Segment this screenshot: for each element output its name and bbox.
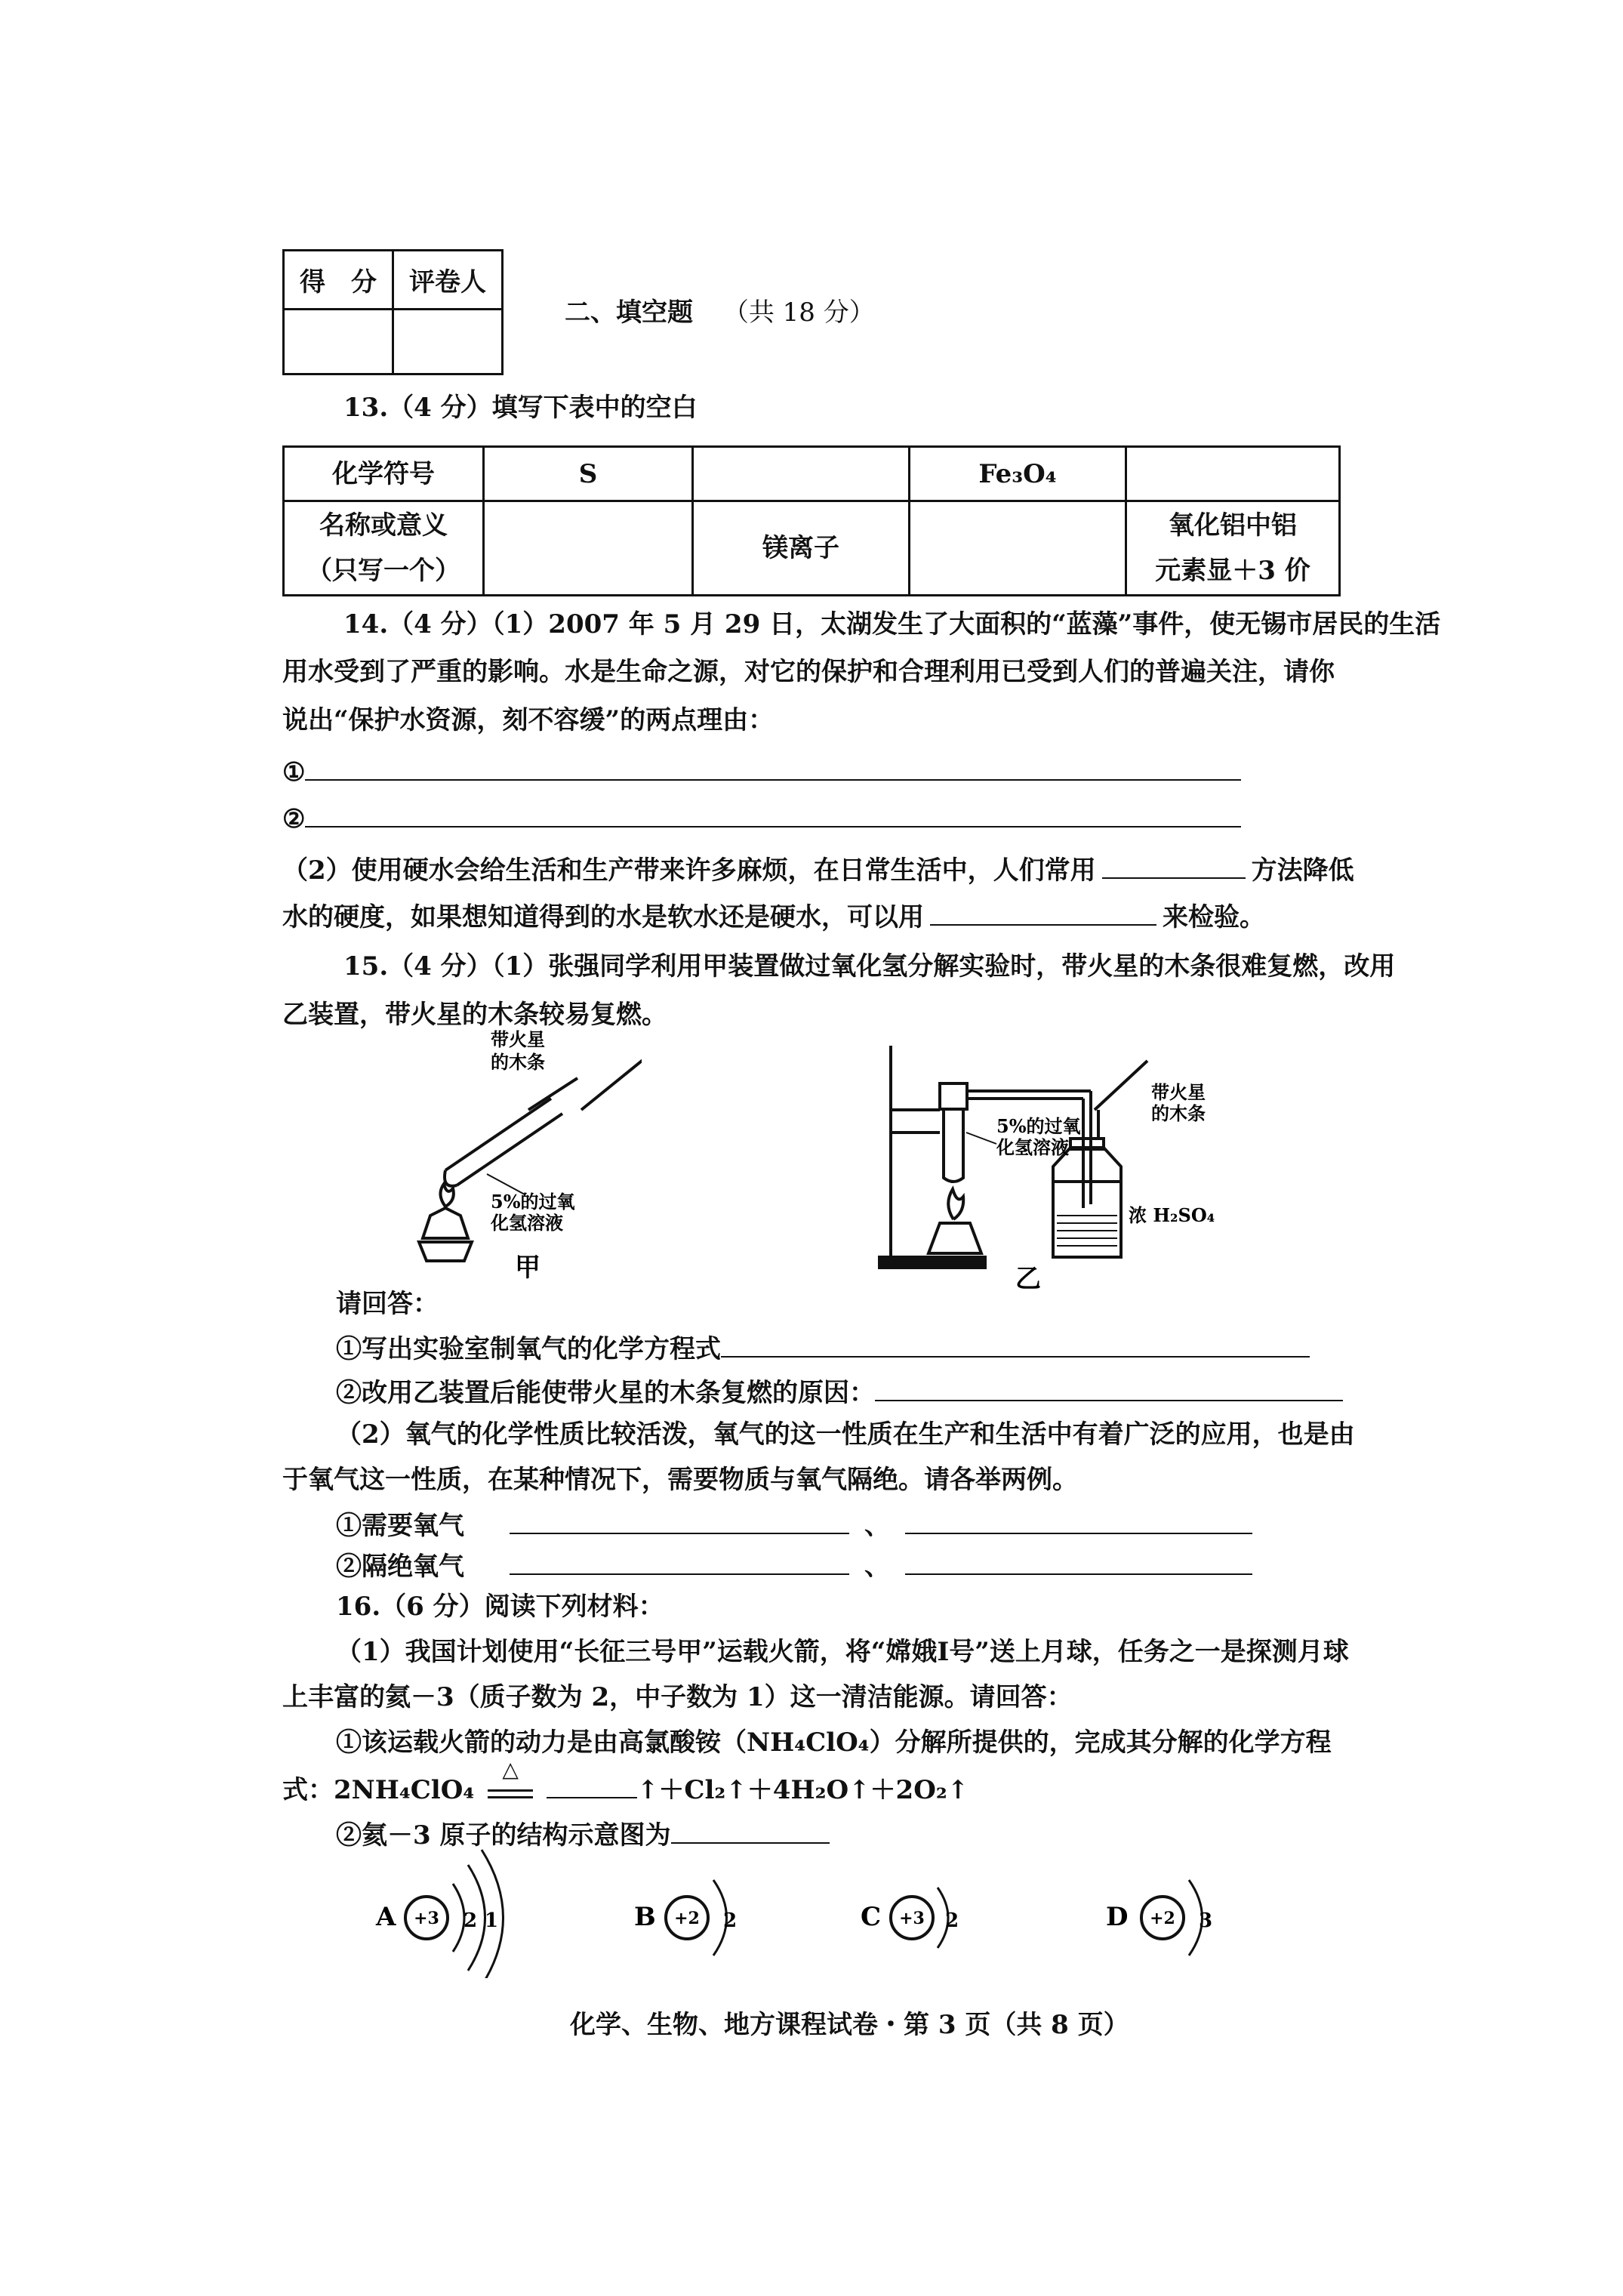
q13-meaning-4-a: 氧化铝中铝	[1169, 510, 1297, 541]
q15-need-sep: 、	[864, 1511, 890, 1541]
q14-blank-2	[282, 800, 1241, 836]
q14-part2-line1	[282, 852, 1354, 887]
jia-solution-label-b: 化氢溶液	[491, 1212, 563, 1234]
q16-line3: 上丰富的氦－3（质子数为 2，中子数为 1）这一清洁能源。请回答：	[282, 1682, 1073, 1712]
yi-label: 乙	[1015, 1264, 1041, 1294]
q13-meaning-4	[1126, 501, 1340, 596]
q15-isolate-blank-1[interactable]	[510, 1548, 849, 1575]
q13-symbol-3: Fe₃O₄	[910, 447, 1126, 501]
q14-line2: 用水受到了严重的影响。水是生命之源，对它的保护和合理利用已受到人们的普遍关注，请你	[282, 657, 1335, 687]
option-a-shell-1: 2	[463, 1909, 478, 1932]
q15-need-blank-1[interactable]	[510, 1507, 849, 1534]
q13-row1-head: 化学符号	[284, 447, 484, 501]
grader-cell[interactable]	[393, 310, 503, 374]
option-c-charge: +3	[899, 1909, 925, 1928]
q15-isolate-row	[336, 1548, 1252, 1583]
option-b-charge: +2	[674, 1909, 700, 1928]
grader-header: 评卷人	[393, 251, 503, 310]
q13-row2-head-b: （只写一个）	[306, 556, 460, 586]
jia-solution-label-a: 5%的过氧	[491, 1191, 575, 1213]
yi-splint-label-a: 带火星	[1151, 1081, 1206, 1103]
q14-part2-text-a: （2）使用硬水会给生活和生产带来许多麻烦，在日常生活中，人们常用	[282, 855, 1096, 886]
q15-ask: 请回答：	[336, 1289, 439, 1319]
section-title: 二、填空题	[565, 297, 693, 328]
q16-eq-right: ↑＋Cl₂↑＋4H₂O↑＋2O₂↑	[636, 1775, 969, 1805]
q16-diagram-blank[interactable]	[671, 1817, 830, 1844]
yi-splint-label-b: 的木条	[1151, 1102, 1206, 1124]
q13-table	[282, 445, 1341, 596]
q13-symbol-2[interactable]	[693, 447, 910, 501]
funnel-tap	[940, 1083, 967, 1109]
q15-part2-line1: （2）氧气的化学性质比较活泼，氧气的这一性质在生产和生活中有着广泛的应用，也是由	[336, 1419, 1355, 1450]
q15-line2: 乙装置，带火星的木条较易复燃。	[282, 1000, 667, 1030]
q14-method-blank[interactable]	[1102, 852, 1246, 879]
q13-meaning-4-b: 元素显＋3 价	[1155, 556, 1310, 586]
heat-symbol: △	[502, 1757, 519, 1782]
lamp-jia	[423, 1208, 468, 1238]
option-a-shell-2: 1	[485, 1909, 499, 1932]
q14-line3: 说出“保护水资源，刻不容缓”的两点理由：	[282, 705, 775, 735]
q15-reason-blank[interactable]	[875, 1374, 1343, 1401]
q16-line1: 16.（6 分）阅读下列材料：	[336, 1592, 664, 1622]
option-a-letter: A	[376, 1902, 396, 1932]
q13-symbol-4[interactable]	[1126, 447, 1340, 501]
flask-yi	[944, 1110, 963, 1182]
option-b-letter: B	[634, 1902, 656, 1932]
q16-line2: （1）我国计划使用“长征三号甲”运载火箭，将“嫦娥Ⅰ号”送上月球，任务之一是探测月球	[336, 1637, 1349, 1667]
q16-line6-text: ②氦－3 原子的结构示意图为	[336, 1820, 671, 1851]
q15-part2-line2: 于氧气这一性质，在某种情况下，需要物质与氧气隔绝。请各举两例。	[282, 1465, 1078, 1495]
option-a-charge: +3	[414, 1909, 439, 1928]
lamp-yi	[929, 1223, 981, 1253]
option-c[interactable]	[861, 1888, 959, 1948]
q16-line4: ①该运载火箭的动力是由高氯酸铵（NH₄ClO₄）分解所提供的，完成其分解的化学方程	[336, 1727, 1332, 1758]
splint-yi	[1095, 1061, 1147, 1110]
q13-symbol-1: S	[484, 447, 693, 501]
q14-answer-1[interactable]	[305, 754, 1241, 781]
score-cell[interactable]	[284, 310, 393, 374]
q15-equation-blank[interactable]	[721, 1330, 1310, 1358]
q14-blank-1-num: ①	[282, 757, 306, 787]
option-b[interactable]	[634, 1880, 737, 1955]
q14-answer-2[interactable]	[305, 800, 1241, 827]
reaction-arrow	[488, 1757, 533, 1798]
section-points: （共 18 分）	[722, 297, 875, 328]
splint-jia	[581, 1046, 642, 1110]
yi-solution-label-b: 化氢溶液	[996, 1136, 1069, 1158]
q13-meaning-3[interactable]	[910, 501, 1126, 596]
q15-need-blank-2[interactable]	[905, 1507, 1252, 1534]
q15-isolate-sep: 、	[864, 1552, 890, 1582]
q15-a1	[336, 1330, 1310, 1366]
option-c-letter: C	[861, 1902, 882, 1932]
q15-isolate-label: ②隔绝氧气	[336, 1552, 464, 1582]
q14-part2-text-c: 水的硬度，如果想知道得到的水是软水还是硬水，可以用	[282, 902, 924, 932]
q16-equation	[282, 1757, 969, 1807]
score-header: 得 分	[284, 251, 393, 310]
apparatus-jia	[393, 1027, 642, 1291]
q14-blank-2-num: ②	[282, 804, 306, 834]
yi-solution-label-a: 5%的过氧	[996, 1115, 1081, 1137]
option-d[interactable]	[1106, 1880, 1212, 1955]
yi-acid-label: 浓 H₂SO₄	[1129, 1204, 1215, 1226]
q14-part2-line2	[282, 898, 1265, 934]
q14-blank-1	[282, 754, 1241, 789]
jia-splint-label-b: 的木条	[491, 1051, 545, 1073]
q15-need-label: ①需要氧气	[336, 1511, 464, 1541]
q15-a2-text: ②改用乙装置后能使带火星的木条复燃的原因：	[336, 1378, 875, 1408]
section-heading	[565, 296, 875, 329]
q13-stem: 13.（4 分）填写下表中的空白	[343, 393, 698, 423]
score-table	[282, 249, 504, 375]
q13-row2-head	[284, 501, 484, 596]
option-d-charge: +2	[1150, 1909, 1175, 1928]
q13-row2-head-a: 名称或意义	[319, 510, 448, 541]
atom-diagrams	[362, 1842, 1283, 1978]
option-d-shell-1: 3	[1199, 1909, 1213, 1932]
q14-test-blank[interactable]	[930, 898, 1156, 926]
test-tube-jia	[445, 1099, 551, 1170]
page-footer: 化学、生物、地方课程试卷・第 3 页（共 8 页）	[570, 2010, 1129, 2040]
q15-need-row	[336, 1507, 1252, 1542]
jia-splint-label-a: 带火星	[491, 1028, 545, 1050]
q13-meaning-2: 镁离子	[693, 501, 910, 596]
q14-part2-text-b: 方法降低	[1251, 855, 1354, 886]
q15-isolate-blank-2[interactable]	[905, 1548, 1252, 1575]
option-a[interactable]	[375, 1850, 504, 1978]
q13-meaning-1[interactable]	[484, 501, 693, 596]
q16-eq-left: 式：2NH₄ClO₄	[282, 1775, 475, 1805]
q15-line1: 15.（4 分）（1）张强同学利用甲装置做过氧化氢分解实验时，带火星的木条很难复燃，改用	[343, 951, 1396, 982]
option-d-letter: D	[1106, 1902, 1129, 1932]
option-b-shell-1: 2	[723, 1909, 738, 1932]
q16-product-blank[interactable]	[547, 1771, 637, 1798]
apparatus-yi	[868, 1027, 1291, 1299]
q14-part2-text-d: 来检验。	[1163, 902, 1265, 932]
option-c-shell-1: 2	[945, 1909, 959, 1932]
q15-a2	[336, 1374, 1343, 1410]
q14-line1: 14.（4 分）（1）2007 年 5 月 29 日，太湖发生了大面积的“蓝藻”事件，使无锡市居民的生活	[343, 609, 1441, 639]
q15-a1-text: ①写出实验室制氧气的化学方程式	[336, 1334, 721, 1364]
jia-label: 甲	[515, 1253, 540, 1283]
